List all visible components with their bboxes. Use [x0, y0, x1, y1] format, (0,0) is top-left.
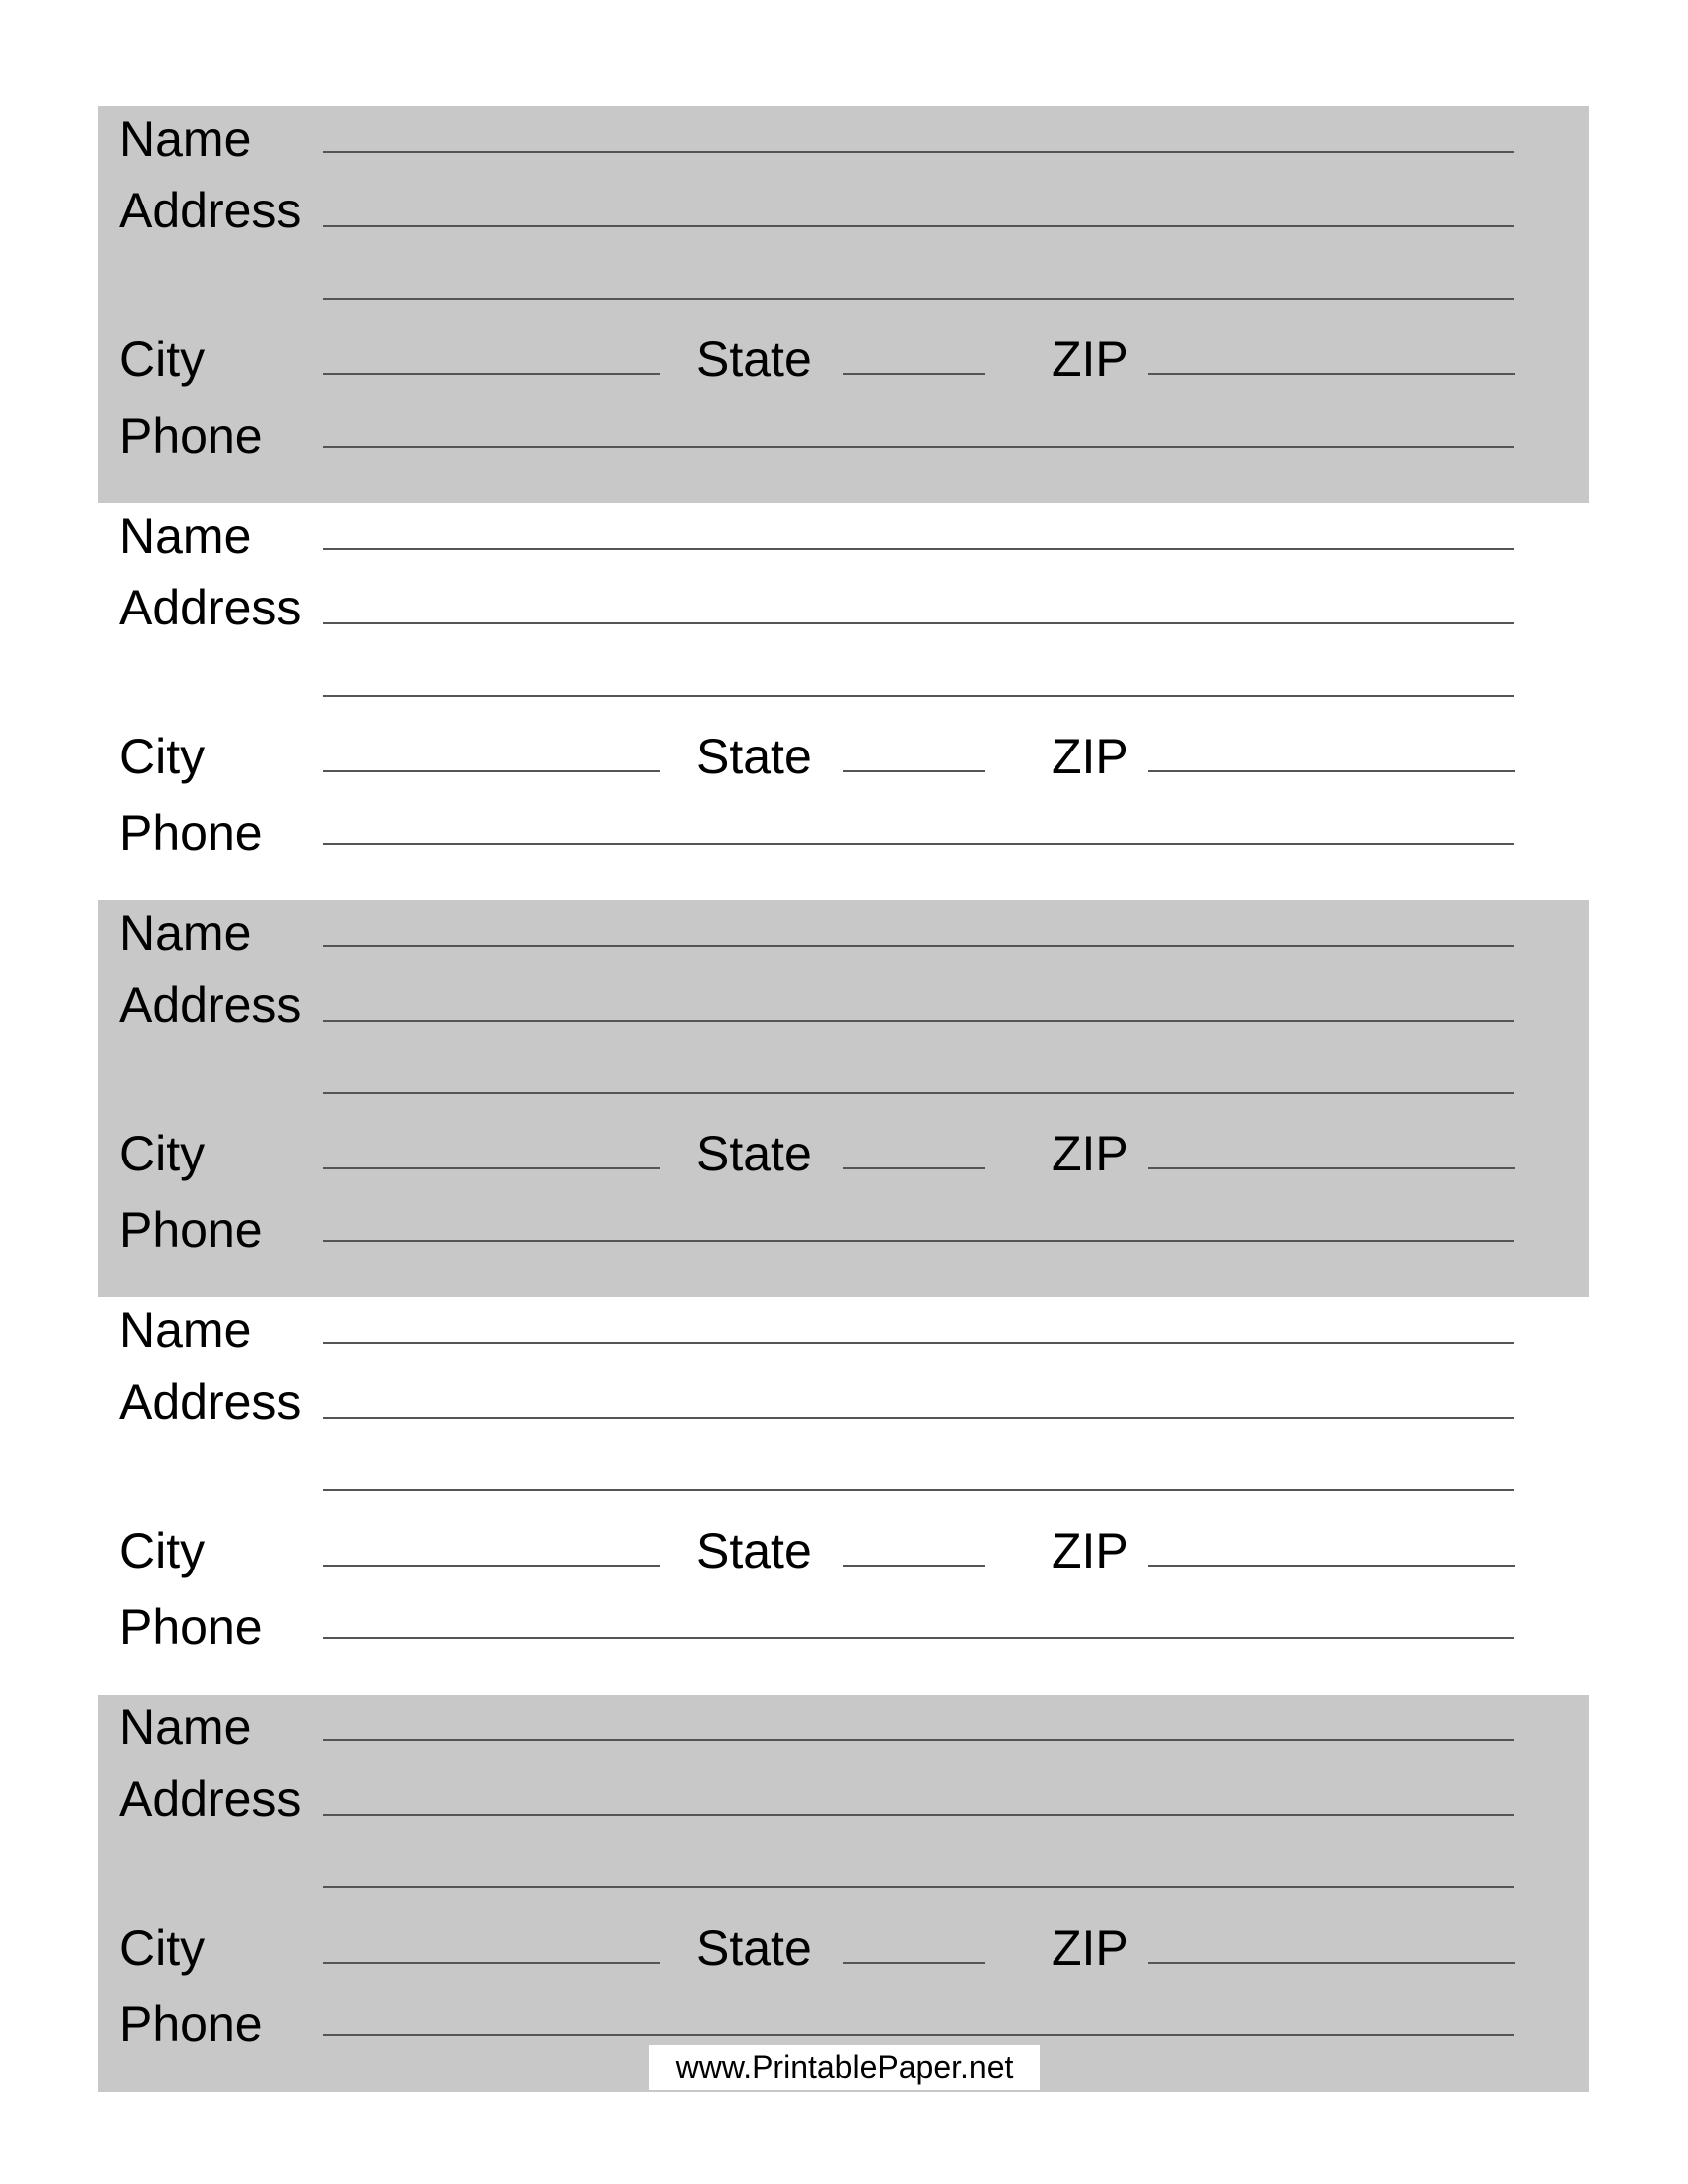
- footer-url[interactable]: www.PrintablePaper.net: [649, 2045, 1040, 2090]
- phone-write-line[interactable]: [323, 446, 1514, 448]
- name-label: Name: [119, 508, 252, 564]
- phone-label: Phone: [119, 1202, 263, 1258]
- address-entry: [98, 900, 1589, 1297]
- state-label: State: [696, 1523, 812, 1578]
- city-write-line[interactable]: [323, 373, 660, 375]
- city-write-line[interactable]: [323, 770, 660, 772]
- state-label: State: [696, 1126, 812, 1181]
- address-label: Address: [119, 580, 302, 635]
- name-label: Name: [119, 111, 252, 167]
- name-write-line[interactable]: [323, 1342, 1514, 1344]
- name-write-line[interactable]: [323, 1739, 1514, 1741]
- zip-write-line[interactable]: [1148, 1962, 1515, 1964]
- state-label: State: [696, 729, 812, 784]
- state-write-line[interactable]: [843, 1565, 985, 1567]
- address-write-line-2[interactable]: [323, 298, 1514, 300]
- city-write-line[interactable]: [323, 1565, 660, 1567]
- zip-write-line[interactable]: [1148, 373, 1515, 375]
- zip-write-line[interactable]: [1148, 1167, 1515, 1169]
- city-label: City: [119, 332, 206, 387]
- zip-label: ZIP: [1052, 1523, 1129, 1578]
- phone-label: Phone: [119, 1599, 263, 1655]
- address-write-line-1[interactable]: [323, 225, 1514, 227]
- phone-label: Phone: [119, 805, 263, 861]
- city-label: City: [119, 1126, 206, 1181]
- state-write-line[interactable]: [843, 1962, 985, 1964]
- address-write-line-2[interactable]: [323, 1489, 1514, 1491]
- zip-label: ZIP: [1052, 1920, 1129, 1976]
- phone-write-line[interactable]: [323, 1240, 1514, 1242]
- address-write-line-1[interactable]: [323, 1417, 1514, 1419]
- address-label: Address: [119, 1374, 302, 1430]
- zip-write-line[interactable]: [1148, 770, 1515, 772]
- city-write-line[interactable]: [323, 1962, 660, 1964]
- zip-write-line[interactable]: [1148, 1565, 1515, 1567]
- address-write-line-2[interactable]: [323, 1886, 1514, 1888]
- name-label: Name: [119, 1302, 252, 1358]
- state-write-line[interactable]: [843, 373, 985, 375]
- address-write-line-1[interactable]: [323, 1814, 1514, 1816]
- name-write-line[interactable]: [323, 548, 1514, 550]
- name-write-line[interactable]: [323, 151, 1514, 153]
- city-label: City: [119, 729, 206, 784]
- address-entry: [98, 503, 1589, 900]
- address-label: Address: [119, 183, 302, 238]
- state-write-line[interactable]: [843, 1167, 985, 1169]
- address-write-line-2[interactable]: [323, 1092, 1514, 1094]
- state-label: State: [696, 332, 812, 387]
- zip-label: ZIP: [1052, 332, 1129, 387]
- address-entry: [98, 1297, 1589, 1695]
- address-label: Address: [119, 1771, 302, 1827]
- phone-write-line[interactable]: [323, 2034, 1514, 2036]
- phone-write-line[interactable]: [323, 843, 1514, 845]
- phone-label: Phone: [119, 408, 263, 464]
- name-write-line[interactable]: [323, 945, 1514, 947]
- city-label: City: [119, 1920, 206, 1976]
- zip-label: ZIP: [1052, 729, 1129, 784]
- name-label: Name: [119, 1700, 252, 1755]
- state-label: State: [696, 1920, 812, 1976]
- city-write-line[interactable]: [323, 1167, 660, 1169]
- address-write-line-2[interactable]: [323, 695, 1514, 697]
- state-write-line[interactable]: [843, 770, 985, 772]
- address-write-line-1[interactable]: [323, 622, 1514, 624]
- name-label: Name: [119, 905, 252, 961]
- address-label: Address: [119, 977, 302, 1032]
- zip-label: ZIP: [1052, 1126, 1129, 1181]
- address-entry: [98, 1695, 1589, 2092]
- address-write-line-1[interactable]: [323, 1020, 1514, 1022]
- phone-label: Phone: [119, 1996, 263, 2052]
- address-entry: [98, 106, 1589, 503]
- city-label: City: [119, 1523, 206, 1578]
- phone-write-line[interactable]: [323, 1637, 1514, 1639]
